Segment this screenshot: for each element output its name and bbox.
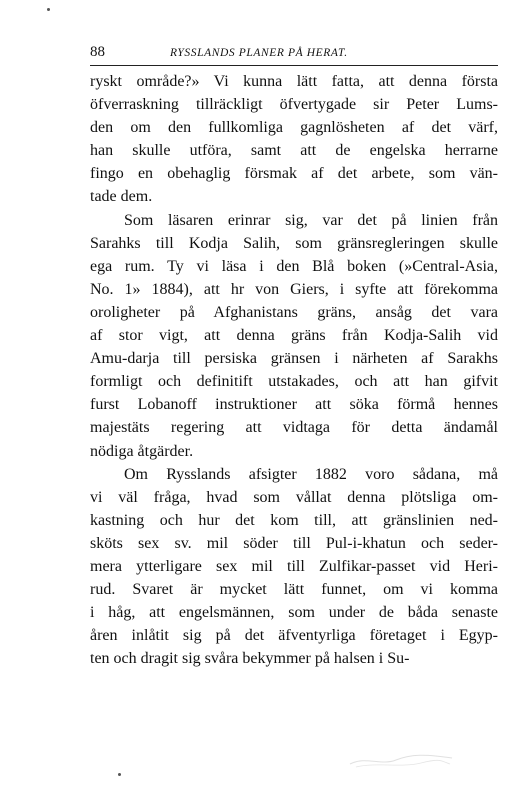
text-line: Sarahks till Kodja Salih, som gränsregleringen skulle (90, 234, 498, 252)
text-line: sköts sex sv. mil söder till Pul-i-khatun och seder- (90, 534, 498, 552)
header-rule (90, 65, 498, 66)
text-line: rud. Svaret är mycket lätt funnet, om vi komma (90, 581, 498, 599)
text-line: Som läsaren erinrar sig, var det på linien från (124, 211, 498, 229)
faint-library-stamp (346, 748, 456, 770)
ink-speck (47, 8, 50, 11)
page-number: 88 (90, 44, 105, 60)
text-line: ryskt område?» Vi kunna lätt fatta, att denna första (90, 73, 498, 90)
text-line: mera ytterligare sex mil till Zulfikar-passet vid Heri- (90, 557, 498, 575)
text-line: öfverraskning tillräckligt öfvertygade sir Peter Lums- (90, 96, 498, 114)
text-line: af stor vigt, att denna gräns från Kodja-Salih vid (90, 327, 498, 345)
page-header (90, 44, 498, 66)
text-line: Om Rysslands afsigter 1882 voro sådana, må (124, 465, 498, 483)
ink-speck (118, 773, 121, 776)
text-line: tade dem. (90, 188, 153, 206)
text-line: nödiga åtgärder. (90, 442, 194, 460)
text-line: majestäts regering att vidtaga för detta ändamål (90, 419, 498, 437)
running-head: RYSSLANDS PLANER PÅ HERAT. (170, 47, 348, 59)
text-line: vi väl fråga, hvad som vållat denna plötsliga om- (90, 488, 498, 506)
text-line: formligt och definitift utstakades, och att han gifvit (90, 373, 498, 391)
text-line: han skulle utföra, samt att de engelska herrarne (90, 142, 498, 160)
text-line: furst Lobanoff instruktioner att söka förmå hennes (90, 396, 498, 414)
text-line: fingo en obehaglig försmak af det arbete, som vän- (90, 165, 498, 183)
text-line: åren inlåtit sig på det äfventyrliga företaget i Egyp- (90, 627, 498, 645)
text-line: No. 1» 1884), att hr von Giers, i syfte att förekomma (90, 280, 498, 298)
text-line: kastning och hur det kom till, att gränslinien ned- (90, 511, 498, 529)
text-line: oroligheter på Afghanistans gräns, ansåg det vara (90, 303, 498, 321)
body-text (90, 70, 498, 670)
text-line: den om den fullkomliga gagnlösheten af det värf, (90, 119, 498, 137)
text-line: i håg, att engelsmännen, som under de båda senaste (90, 604, 498, 622)
text-line: ega rum. Ty vi läsa i den Blå boken (»Central-Asia, (90, 257, 498, 275)
text-line: Amu-darja till persiska gränsen i närheten af Sarakhs (90, 350, 498, 368)
paragraph (90, 209, 498, 463)
paragraph (90, 463, 498, 671)
text-line: ten och dragit sig svåra bekymmer på halsen i Su- (90, 650, 410, 668)
paragraph (90, 70, 498, 209)
